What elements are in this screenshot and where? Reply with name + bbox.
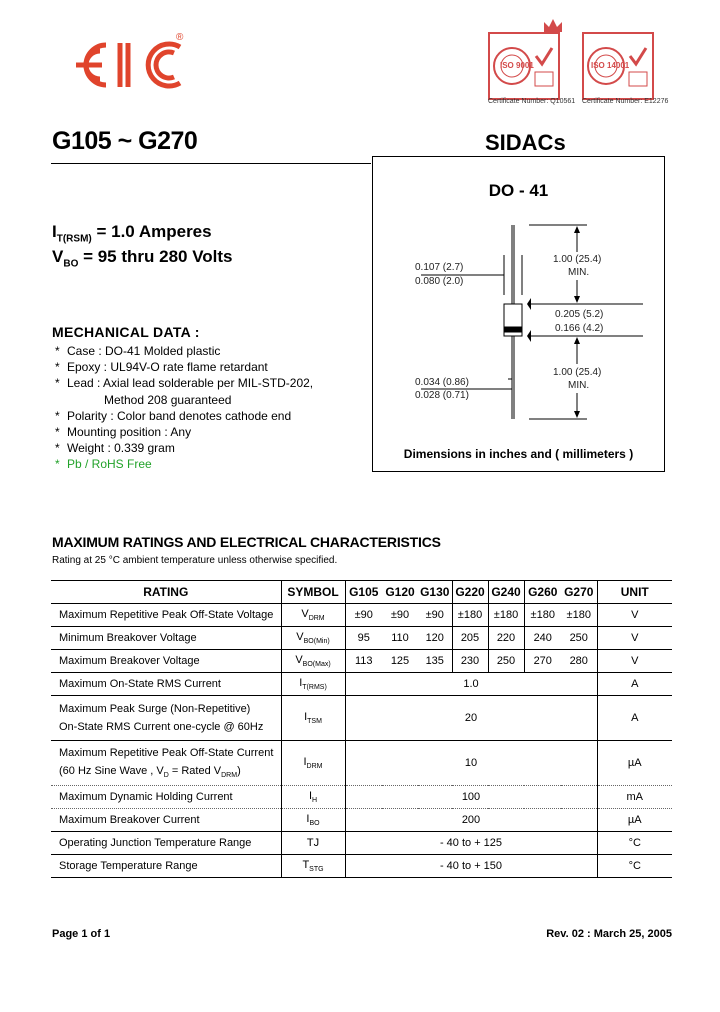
col-part: G240 <box>488 581 524 604</box>
col-part: G120 <box>382 581 418 604</box>
table-row: Maximum Peak Surge (Non-Repetitive) On-State RMS Current one-cycle @ 60Hz $I_{TSM}$ 20 A <box>51 696 672 741</box>
col-part: G220 <box>452 581 488 604</box>
col-part: G130 <box>418 581 452 604</box>
dim-lead-dia-max: 0.034 (0.86) <box>415 377 469 388</box>
table-row: Maximum Breakover Current $I_{BO}$ 200 µA <box>51 809 672 832</box>
title-divider <box>51 163 371 164</box>
cert-number-9001: Certificate Number: Q10561 <box>488 98 576 105</box>
list-item: * Mounting position : Any <box>55 425 192 440</box>
crown-icon <box>542 16 564 34</box>
col-rating: RATING <box>51 581 281 604</box>
col-unit: UNIT <box>597 581 672 604</box>
col-symbol: SYMBOL <box>281 581 345 604</box>
do41-outline-diagram <box>373 157 664 471</box>
product-type-title: SIDACs <box>485 130 566 155</box>
dim-lead-length-top-min: MIN. <box>568 267 590 278</box>
table-row: Operating Junction Temperature Range TJ - 40 to + 125 °C <box>51 832 672 855</box>
iso14001-label: ISO 14001 <box>591 61 630 70</box>
dim-lead-length-bottom: 1.00 (25.4) <box>553 367 602 378</box>
dim-body-length-max: 0.205 (5.2) <box>555 309 604 320</box>
col-part: G260 <box>524 581 561 604</box>
dim-body-dia-max: 0.107 (2.7) <box>415 262 464 273</box>
col-part: G105 <box>345 581 382 604</box>
table-row: Storage Temperature Range $T_{STG}$ - 40 to + 150 °C <box>51 855 672 878</box>
mechanical-data-title: MECHANICAL DATA : <box>52 324 200 340</box>
table-header-row <box>51 581 672 604</box>
dimension-note: Dimensions in inches and ( millimeters ) <box>403 447 634 461</box>
list-item: * Polarity : Color band denotes cathode end <box>55 408 292 423</box>
list-item: * Weight : 0.339 gram <box>55 441 175 456</box>
page-number: Page 1 of 1 <box>52 928 111 940</box>
iso9001-label: ISO 9001 <box>500 61 534 70</box>
ratings-subtitle: Rating at 25 °C ambient temperature unless otherwise specified. <box>52 555 338 566</box>
table-row: Maximum On-State RMS Current $I_{T(RMS)}$ 1.0 A <box>51 673 672 696</box>
table-row: Maximum Dynamic Holding Current $I_H$ 100 mA <box>51 786 672 809</box>
table-row: Maximum Repetitive Peak Off-State Voltage $V_{DRM}$ ±90 ±90 ±90 ±180 ±180 ±180 ±180 V <box>51 604 672 627</box>
list-item: * Epoxy : UL94V-O rate flame retardant <box>55 360 268 375</box>
cert-number-14001: Certificate Number: E12276 <box>582 98 669 105</box>
spec-current: $I_{T(RSM)} = 1.0$ Amperes <box>52 222 212 245</box>
list-item: * Lead : Axial lead solderable per MIL-STD-202, <box>55 376 314 391</box>
dim-lead-length-bottom-min: MIN. <box>568 380 590 391</box>
iso9001-badge <box>488 32 560 100</box>
ratings-title: MAXIMUM RATINGS AND ELECTRICAL CHARACTERISTICS <box>52 534 441 550</box>
table-row: Maximum Repetitive Peak Off-State Current (60 Hz Sine Wave , $V_D$ = Rated $V_{DRM}$) $I_{DRM}$ 10 µA <box>51 741 672 786</box>
part-range-title: G105 ~ G270 <box>52 127 198 155</box>
col-part: G270 <box>561 581 597 604</box>
package-name: DO - 41 <box>488 181 549 200</box>
dim-lead-length-top: 1.00 (25.4) <box>553 254 602 265</box>
table-row: Minimum Breakover Voltage $V_{BO(Min)}$ 95 110 120 205 220 240 250 V <box>51 627 672 650</box>
dim-lead-dia-min: 0.028 (0.71) <box>415 390 469 401</box>
revision-date: Rev. 02 : March 25, 2005 <box>546 928 672 940</box>
dim-body-dia-min: 0.080 (2.0) <box>415 276 464 287</box>
spec-voltage: $V_{BO} = 95$ thru 280 Volts <box>52 247 233 270</box>
mechanical-data-list <box>55 343 313 473</box>
table-row: Maximum Breakover Voltage $V_{BO(Max)}$ 113 125 135 230 250 270 280 V <box>51 650 672 673</box>
list-item: * Case : DO-41 Molded plastic <box>55 344 221 358</box>
list-item: * Pb / RoHS Free <box>55 457 152 472</box>
registered-mark: ® <box>176 32 184 43</box>
eic-logo <box>62 35 192 95</box>
dim-body-length-min: 0.166 (4.2) <box>555 323 604 334</box>
ratings-table <box>51 580 672 878</box>
package-drawing-box <box>372 156 665 472</box>
list-item: Method 208 guaranteed <box>104 392 232 407</box>
iso14001-badge <box>582 32 654 100</box>
